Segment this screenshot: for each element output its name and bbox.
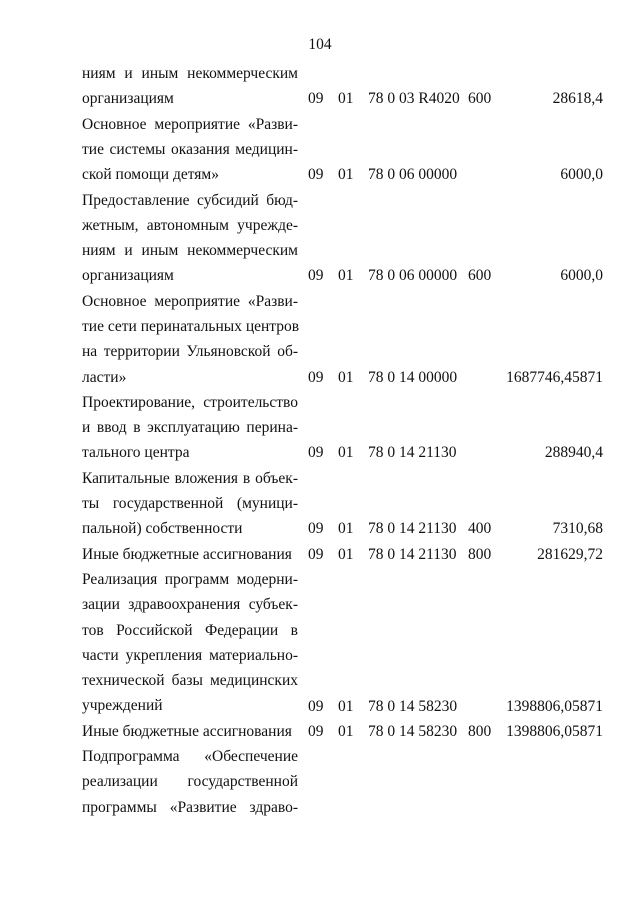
row-name [82, 390, 298, 466]
amount-cell: 288940,4 [544, 444, 603, 462]
page-number: 104 [308, 36, 332, 53]
row-name-line: ты государственной (муници- [82, 495, 298, 513]
expense-type-cell: 600 [468, 90, 492, 108]
section-cell: 09 [308, 166, 324, 184]
row-name-line: и ввод в эксплуатацию перина- [82, 419, 298, 437]
row-name-line: организациям [82, 90, 174, 108]
subsection-cell: 01 [338, 90, 354, 108]
row-name [82, 112, 298, 188]
section-cell: 09 [308, 697, 324, 715]
row-name-line: Капитальные вложения в объек- [82, 469, 298, 487]
row-name-line: программы «Развитие здраво- [82, 798, 298, 816]
amount-cell: 1398806,05871 [506, 722, 603, 740]
row-name-line: жетным, автономным учрежде- [82, 216, 298, 234]
row-name [82, 542, 298, 567]
row-name-line: Основное мероприятие «Разви- [82, 115, 298, 133]
row-name-line: ниям и иным некоммерческим [82, 242, 298, 260]
row-name-line: Основное мероприятие «Разви- [82, 292, 298, 310]
subsection-cell: 01 [338, 545, 354, 563]
row-name-line: части укрепления материально- [82, 646, 298, 664]
row-name [82, 61, 298, 112]
subsection-cell: 01 [338, 722, 354, 740]
subsection-cell: 01 [338, 444, 354, 462]
subsection-cell: 01 [338, 520, 354, 538]
target-article-cell: 78 0 14 21130 [368, 444, 457, 462]
row-name-line: Иные бюджетные ассигнования [82, 545, 292, 563]
subsection-cell: 01 [338, 368, 354, 386]
subsection-cell: 01 [338, 697, 354, 715]
target-article-cell: 78 0 14 58230 [368, 722, 458, 740]
row-name-line: технической базы медицинских [82, 672, 298, 690]
section-cell: 09 [308, 444, 324, 462]
amount-cell: 6000,0 [560, 166, 603, 184]
subsection-cell: 01 [338, 166, 354, 184]
row-name-line: ласти» [82, 368, 127, 386]
expense-type-cell: 800 [468, 545, 492, 563]
section-cell: 09 [308, 368, 324, 386]
row-name-line: Подпрограмма «Обеспечение [82, 748, 298, 766]
target-article-cell: 78 0 06 00000 [368, 267, 458, 285]
section-cell: 09 [308, 267, 324, 285]
target-article-cell: 78 0 14 58230 [368, 697, 458, 715]
section-cell: 09 [308, 90, 324, 108]
row-name [82, 567, 298, 719]
expense-type-cell: 800 [468, 722, 492, 740]
row-name [82, 188, 298, 289]
target-article-cell: 78 0 14 21130 [368, 545, 457, 563]
row-name-line: тального центра [82, 444, 190, 462]
subsection-cell: 01 [338, 267, 354, 285]
target-article-cell: 78 0 03 R4020 [368, 90, 460, 108]
target-article-cell: 78 0 14 00000 [368, 368, 458, 386]
row-name-line: пальной) собственности [82, 520, 243, 538]
row-name [82, 744, 298, 820]
amount-cell: 6000,0 [560, 267, 603, 285]
row-name-line: зации здравоохранения субъек- [82, 596, 298, 614]
row-name-line: на территории Ульяновской об- [82, 343, 298, 361]
row-name [82, 289, 298, 390]
row-name-line: Проектирование, строительство [82, 393, 298, 411]
row-name-line: Реализация программ модерни- [82, 571, 298, 588]
row-name-line: ниям и иным некоммерческим [82, 65, 298, 82]
section-cell: 09 [308, 722, 324, 740]
row-name-line: ской помощи детям» [82, 166, 219, 184]
expense-type-cell: 400 [468, 520, 492, 538]
amount-cell: 281629,72 [537, 545, 603, 563]
expense-type-cell: 600 [468, 267, 492, 285]
target-article-cell: 78 0 06 00000 [368, 166, 458, 184]
row-name-line: Предоставление субсидий бюд- [82, 191, 298, 209]
row-name [82, 719, 298, 744]
section-cell: 09 [308, 520, 324, 538]
row-name-line: тов Российской Федерации в [82, 621, 298, 639]
amount-cell: 7310,68 [552, 520, 603, 538]
amount-cell: 1687746,45871 [506, 368, 603, 386]
row-name-line: Иные бюджетные ассигнования [82, 722, 292, 740]
section-cell: 09 [308, 545, 324, 563]
row-name-line: тие сети перинатальных центров [82, 317, 300, 335]
target-article-cell: 78 0 14 21130 [368, 520, 457, 538]
amount-cell: 28618,4 [552, 90, 603, 108]
row-name-line: тие системы оказания медицин- [82, 140, 298, 158]
row-name-line: реализации государственной [82, 773, 298, 791]
row-name-line: учреждений [82, 697, 163, 715]
row-name [82, 466, 298, 542]
amount-cell: 1398806,05871 [506, 697, 603, 715]
row-name-line: организациям [82, 267, 174, 285]
